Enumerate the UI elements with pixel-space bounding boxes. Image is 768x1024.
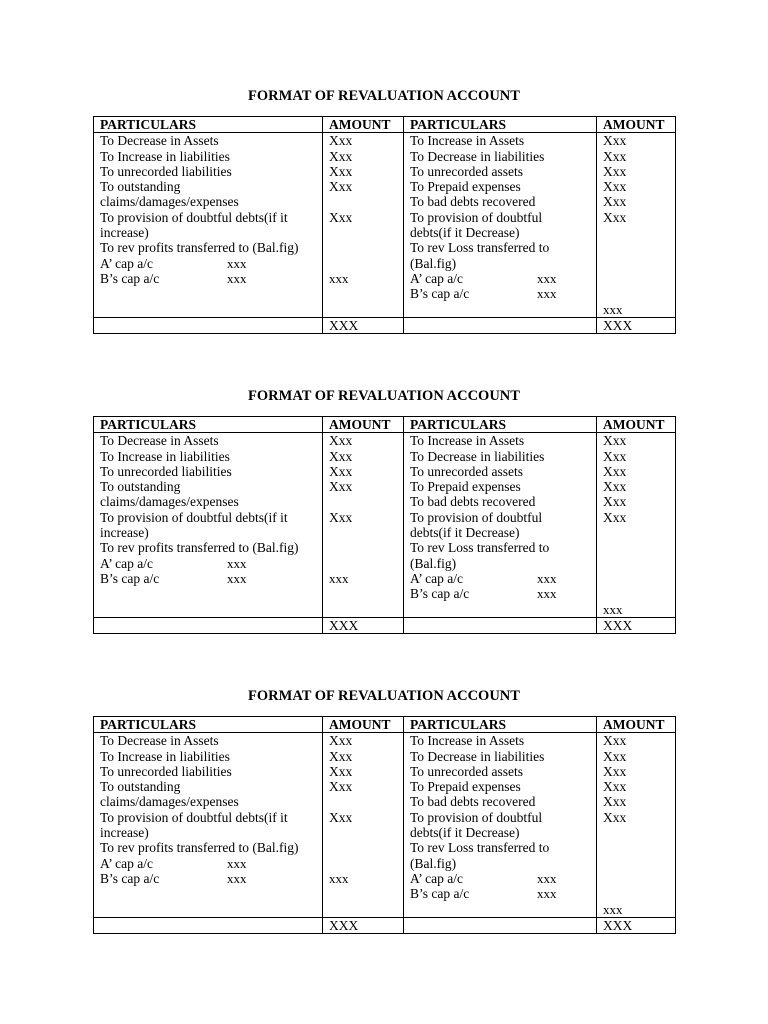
credit-amount: Xxx (603, 448, 627, 464)
partner-name: B’s cap a/c (100, 870, 160, 886)
partner-row (100, 856, 322, 871)
credit-amount-cell (597, 133, 676, 318)
debit-amount-header: AMOUNT (323, 117, 404, 133)
partner-row (410, 586, 596, 601)
partner-name: A’ cap a/c (410, 570, 463, 586)
debit-item: To provision of doubtful debts(if it increase) (100, 209, 288, 241)
credit-total: XXX (597, 617, 676, 633)
empty-cell (404, 317, 597, 333)
partner-value: xxx (537, 270, 557, 286)
table-body-row (94, 433, 676, 618)
debit-item: To unrecorded liabilities (100, 463, 232, 479)
debit-amount: Xxx (329, 733, 353, 749)
credit-item: To bad debts recovered (410, 494, 536, 510)
credit-amount: Xxx (603, 763, 627, 779)
debit-particulars-header: PARTICULARS (94, 417, 323, 433)
credit-amount: Xxx (603, 433, 627, 449)
credit-item: To Increase in Assets (410, 733, 525, 749)
partner-row (100, 871, 322, 886)
credit-item: To provision of doubtful debts(if it Decrease) (410, 509, 543, 541)
credit-total: XXX (597, 317, 676, 333)
debit-item: To Increase in liabilities (100, 748, 230, 764)
section-title: FORMAT OF REVALUATION ACCOUNT (248, 88, 520, 104)
debit-amount: Xxx (329, 209, 353, 225)
debit-item: To Decrease in Assets (100, 433, 219, 449)
debit-amount-cell (323, 433, 404, 618)
debit-amount: Xxx (329, 448, 353, 464)
partner-value: xxx (227, 855, 247, 871)
credit-item: To rev Loss transferred to (Bal.fig) (410, 240, 550, 271)
debit-total: XXX (323, 917, 404, 933)
credit-particulars-cell (404, 133, 597, 318)
debit-amount-header: AMOUNT (323, 717, 404, 733)
partner-row (100, 571, 322, 586)
credit-item: To unrecorded assets (410, 763, 524, 779)
credit-item: To rev Loss transferred to (Bal.fig) (410, 840, 550, 871)
credit-amount: Xxx (603, 463, 627, 479)
credit-particulars-header: PARTICULARS (404, 117, 597, 133)
credit-amount: Xxx (603, 809, 627, 825)
credit-partners-total: xxx (603, 601, 623, 617)
credit-item: To Prepaid expenses (410, 479, 521, 495)
credit-partners-total: xxx (603, 901, 623, 917)
credit-item: To rev Loss transferred to (Bal.fig) (410, 540, 550, 571)
credit-particulars-cell (404, 433, 597, 618)
credit-item: To bad debts recovered (410, 194, 536, 210)
debit-amount-cell (323, 733, 404, 918)
table-header-row (94, 717, 676, 733)
debit-particulars-header: PARTICULARS (94, 717, 323, 733)
partner-name: B’s cap a/c (100, 270, 160, 286)
partner-name: A’ cap a/c (100, 255, 153, 271)
debit-amount: Xxx (329, 479, 353, 495)
debit-partners-total: xxx (329, 570, 349, 586)
debit-item: To provision of doubtful debts(if it increase) (100, 809, 288, 841)
credit-item: To Increase in Assets (410, 133, 525, 149)
partner-value: xxx (537, 870, 557, 886)
partner-row (410, 271, 596, 286)
debit-amount: Xxx (329, 809, 353, 825)
credit-amount: Xxx (603, 133, 627, 149)
debit-item: To Increase in liabilities (100, 448, 230, 464)
credit-item: To bad debts recovered (410, 794, 536, 810)
debit-amount: Xxx (329, 463, 353, 479)
revaluation-account-table (93, 116, 676, 334)
credit-amount-cell (597, 733, 676, 918)
debit-item: To rev profits transferred to (Bal.fig) (100, 240, 299, 256)
section-title: FORMAT OF REVALUATION ACCOUNT (248, 688, 520, 704)
partner-row (410, 886, 596, 901)
debit-total: XXX (323, 317, 404, 333)
table-total-row (94, 917, 676, 933)
partner-name: B’s cap a/c (410, 586, 470, 602)
partner-row (410, 286, 596, 301)
credit-amount: Xxx (603, 748, 627, 764)
credit-amount-header: AMOUNT (597, 417, 676, 433)
credit-item: To Decrease in liabilities (410, 748, 545, 764)
credit-item: To Increase in Assets (410, 433, 525, 449)
table-header-row (94, 117, 676, 133)
credit-amount: Xxx (603, 209, 627, 225)
debit-amount: Xxx (329, 433, 353, 449)
partner-value: xxx (227, 570, 247, 586)
debit-item: To outstanding claims/damages/expenses (100, 479, 239, 510)
revaluation-account-table (93, 416, 676, 634)
partner-name: B’s cap a/c (100, 570, 160, 586)
debit-item: To Decrease in Assets (100, 133, 219, 149)
debit-amount-cell (323, 133, 404, 318)
partner-row (410, 871, 596, 886)
partner-value: xxx (227, 255, 247, 271)
debit-item: To rev profits transferred to (Bal.fig) (100, 840, 299, 856)
debit-particulars-cell (94, 433, 323, 618)
partner-row (100, 256, 322, 271)
partner-name: A’ cap a/c (410, 270, 463, 286)
credit-particulars-header: PARTICULARS (404, 417, 597, 433)
credit-item: To unrecorded assets (410, 463, 524, 479)
debit-particulars-cell (94, 733, 323, 918)
partner-value: xxx (537, 886, 557, 902)
debit-item: To rev profits transferred to (Bal.fig) (100, 540, 299, 556)
table-total-row (94, 617, 676, 633)
credit-item: To Decrease in liabilities (410, 448, 545, 464)
credit-item: To Decrease in liabilities (410, 148, 545, 164)
partner-row (410, 571, 596, 586)
partner-value: xxx (537, 570, 557, 586)
debit-total: XXX (323, 617, 404, 633)
credit-item: To unrecorded assets (410, 163, 524, 179)
empty-cell (94, 917, 323, 933)
credit-partners-total: xxx (603, 301, 623, 317)
partner-row (100, 271, 322, 286)
empty-cell (404, 917, 597, 933)
table-body-row (94, 733, 676, 918)
credit-total: XXX (597, 917, 676, 933)
partner-name: B’s cap a/c (410, 286, 470, 302)
debit-partners-total: xxx (329, 870, 349, 886)
debit-amount: Xxx (329, 748, 353, 764)
partner-name: B’s cap a/c (410, 886, 470, 902)
credit-amount: Xxx (603, 733, 627, 749)
partner-row (100, 556, 322, 571)
debit-amount: Xxx (329, 163, 353, 179)
empty-cell (94, 317, 323, 333)
debit-item: To provision of doubtful debts(if it increase) (100, 509, 288, 541)
credit-item: To Prepaid expenses (410, 779, 521, 795)
debit-amount: Xxx (329, 148, 353, 164)
empty-cell (94, 617, 323, 633)
table-body-row (94, 133, 676, 318)
credit-amount: Xxx (603, 148, 627, 164)
revaluation-account-table (93, 716, 676, 934)
debit-amount: Xxx (329, 779, 353, 795)
debit-item: To unrecorded liabilities (100, 163, 232, 179)
debit-item: To Decrease in Assets (100, 733, 219, 749)
partner-name: A’ cap a/c (100, 855, 153, 871)
credit-amount-header: AMOUNT (597, 717, 676, 733)
credit-amount: Xxx (603, 494, 627, 510)
debit-item: To unrecorded liabilities (100, 763, 232, 779)
debit-amount: Xxx (329, 509, 353, 525)
debit-amount: Xxx (329, 763, 353, 779)
credit-amount: Xxx (603, 779, 627, 795)
partner-value: xxx (227, 270, 247, 286)
debit-amount: Xxx (329, 133, 353, 149)
credit-amount: Xxx (603, 509, 627, 525)
credit-amount: Xxx (603, 479, 627, 495)
section-title: FORMAT OF REVALUATION ACCOUNT (248, 388, 520, 404)
credit-particulars-header: PARTICULARS (404, 717, 597, 733)
partner-name: A’ cap a/c (410, 870, 463, 886)
debit-particulars-header: PARTICULARS (94, 117, 323, 133)
debit-item: To outstanding claims/damages/expenses (100, 779, 239, 810)
partner-value: xxx (537, 286, 557, 302)
credit-amount: Xxx (603, 179, 627, 195)
credit-item: To provision of doubtful debts(if it Decrease) (410, 809, 543, 841)
empty-cell (404, 617, 597, 633)
table-header-row (94, 417, 676, 433)
debit-particulars-cell (94, 133, 323, 318)
debit-item: To outstanding claims/damages/expenses (100, 179, 239, 210)
credit-item: To Prepaid expenses (410, 179, 521, 195)
credit-amount: Xxx (603, 163, 627, 179)
debit-amount-header: AMOUNT (323, 417, 404, 433)
partner-value: xxx (227, 555, 247, 571)
debit-amount: Xxx (329, 179, 353, 195)
credit-amount: Xxx (603, 194, 627, 210)
credit-particulars-cell (404, 733, 597, 918)
credit-item: To provision of doubtful debts(if it Decrease) (410, 209, 543, 241)
credit-amount: Xxx (603, 794, 627, 810)
partner-name: A’ cap a/c (100, 555, 153, 571)
table-total-row (94, 317, 676, 333)
debit-item: To Increase in liabilities (100, 148, 230, 164)
credit-amount-header: AMOUNT (597, 117, 676, 133)
debit-partners-total: xxx (329, 270, 349, 286)
credit-amount-cell (597, 433, 676, 618)
partner-value: xxx (227, 870, 247, 886)
partner-value: xxx (537, 586, 557, 602)
